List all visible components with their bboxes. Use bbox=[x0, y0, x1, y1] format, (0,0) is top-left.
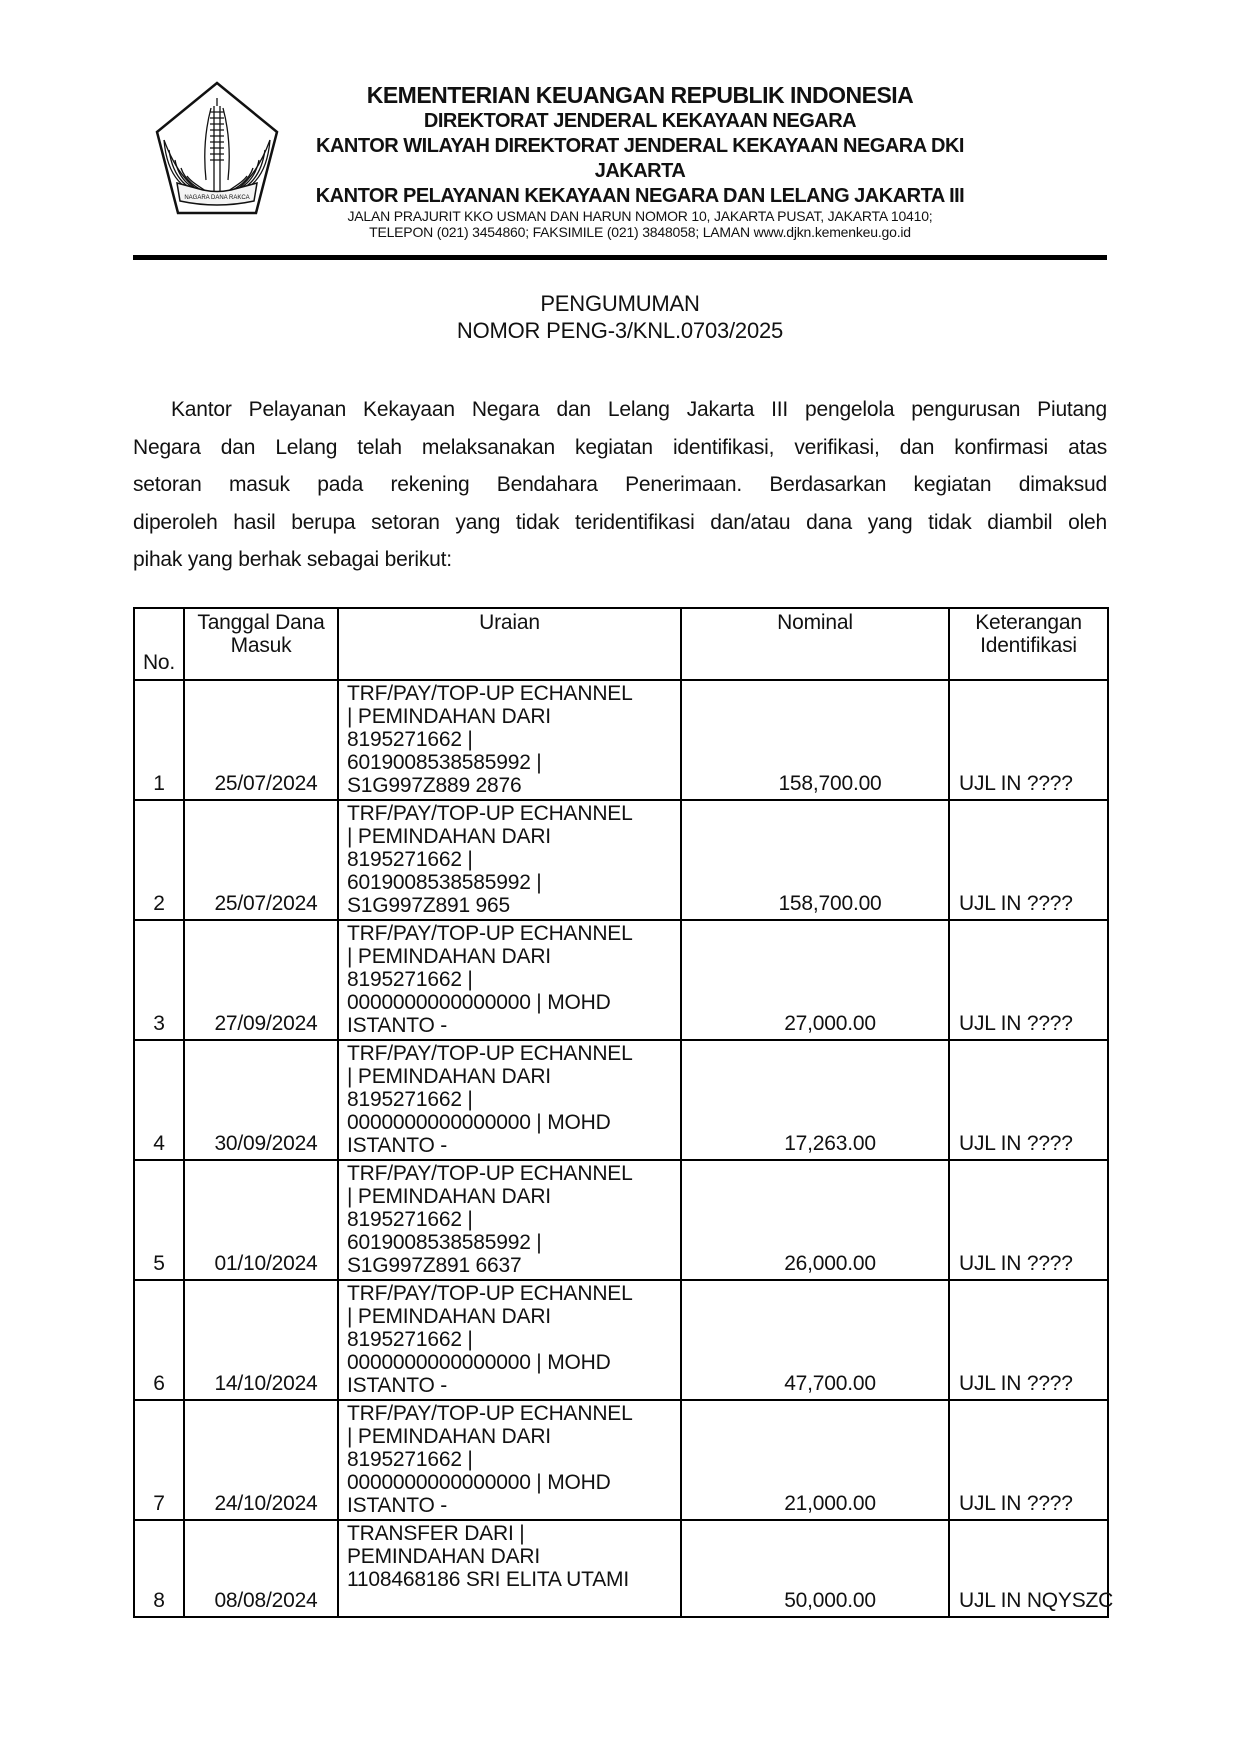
uraian-line: | PEMINDAHAN DARI bbox=[347, 1185, 551, 1208]
table-row bbox=[134, 680, 1108, 800]
intro-line: Negara dan Lelang telah melaksanakan kegiatan identifikasi, verifikasi, dan konfirmasi atas bbox=[133, 435, 1107, 459]
uraian-line: | PEMINDAHAN DARI bbox=[347, 945, 551, 968]
cell-no: 2 bbox=[134, 800, 184, 920]
cell-no: 4 bbox=[134, 1040, 184, 1160]
cell-ket: UJL IN ???? bbox=[949, 1160, 1108, 1280]
table-row bbox=[134, 920, 1108, 1040]
uraian-line: TRF/PAY/TOP-UP ECHANNEL bbox=[347, 1042, 633, 1065]
cell-nominal: 27,000.00 bbox=[681, 920, 949, 1040]
announcement-number: NOMOR PENG-3/KNL.0703/2025 bbox=[456, 318, 784, 343]
uraian-line: 0000000000000000 | MOHD bbox=[347, 1351, 611, 1374]
letterhead-rule bbox=[133, 255, 1107, 260]
cell-desc bbox=[338, 1040, 681, 1160]
cell-ket: UJL IN ???? bbox=[949, 800, 1108, 920]
uraian-line: 1108468186 SRI ELITA UTAMI bbox=[347, 1568, 629, 1591]
table-row bbox=[134, 1520, 1108, 1617]
cell-no: 8 bbox=[134, 1520, 184, 1617]
table-body bbox=[134, 680, 1114, 1617]
intro-line: diperoleh hasil berupa setoran yang tidak teridentifikasi dan/atau dana yang tidak diambil oleh bbox=[133, 510, 1107, 534]
cell-ket: UJL IN NQYSZC bbox=[949, 1520, 1108, 1617]
letterhead-line: JAKARTA bbox=[594, 160, 686, 182]
uraian-line: 8195271662 | bbox=[347, 1328, 473, 1351]
cell-no: 3 bbox=[134, 920, 184, 1040]
col-header-uraian: Uraian bbox=[338, 608, 681, 680]
cell-nominal: 158,700.00 bbox=[681, 800, 949, 920]
uraian-line: 8195271662 | bbox=[347, 1088, 473, 1111]
uraian-line: 8195271662 | bbox=[347, 1448, 473, 1471]
uraian-line: TRF/PAY/TOP-UP ECHANNEL bbox=[347, 802, 633, 825]
cell-no: 6 bbox=[134, 1280, 184, 1400]
intro-line: Kantor Pelayanan Kekayaan Negara dan Lelang Jakarta III pengelola pengurusan Piutang bbox=[171, 398, 1107, 421]
uraian-line: 0000000000000000 | MOHD bbox=[347, 1111, 611, 1134]
uraian-line: TRF/PAY/TOP-UP ECHANNEL bbox=[347, 1282, 633, 1305]
col-header-nominal: Nominal bbox=[681, 608, 949, 680]
address-line: JALAN PRAJURIT KKO USMAN DAN HARUN NOMOR 10, JAKARTA PUSAT, JAKARTA 10410; bbox=[347, 208, 933, 224]
uraian-line bbox=[347, 1591, 676, 1614]
uraian-line: S1G997Z889 2876 bbox=[347, 774, 522, 797]
uraian-line: 6019008538585992 | bbox=[347, 1231, 542, 1254]
cell-nominal: 47,700.00 bbox=[681, 1280, 949, 1400]
table-row bbox=[134, 800, 1108, 920]
identification-table bbox=[133, 607, 1114, 1618]
cell-date: 24/10/2024 bbox=[184, 1400, 338, 1520]
intro-line: setoran masuk pada rekening Bendahara Penerimaan. Berdasarkan kegiatan dimaksud bbox=[133, 473, 1107, 496]
letterhead-lines bbox=[173, 82, 1107, 209]
uraian-line: ISTANTO - bbox=[347, 1374, 448, 1397]
uraian-line: ISTANTO - bbox=[347, 1134, 448, 1157]
uraian-line: 8195271662 | bbox=[347, 848, 473, 871]
uraian-line: S1G997Z891 6637 bbox=[347, 1254, 522, 1277]
cell-no: 5 bbox=[134, 1160, 184, 1280]
cell-nominal: 26,000.00 bbox=[681, 1160, 949, 1280]
uraian-line: 8195271662 | bbox=[347, 1208, 473, 1231]
uraian-line: TRF/PAY/TOP-UP ECHANNEL bbox=[347, 922, 633, 945]
intro-line: pihak yang berhak sebagai berikut: bbox=[133, 548, 452, 571]
cell-ket: UJL IN ???? bbox=[949, 1400, 1108, 1520]
uraian-line: 0000000000000000 | MOHD bbox=[347, 1471, 611, 1494]
table-row bbox=[134, 1400, 1108, 1520]
announcement-title-block bbox=[133, 290, 1107, 344]
cell-desc bbox=[338, 1280, 681, 1400]
letterhead-line: KANTOR PELAYANAN KEKAYAAN NEGARA DAN LELANG JAKARTA III bbox=[315, 185, 965, 207]
cell-desc bbox=[338, 1520, 681, 1617]
cell-date: 08/08/2024 bbox=[184, 1520, 338, 1617]
uraian-line: PEMINDAHAN DARI bbox=[347, 1545, 541, 1568]
letterhead-line: KEMENTERIAN KEUANGAN REPUBLIK INDONESIA bbox=[366, 82, 914, 108]
uraian-line: ISTANTO - bbox=[347, 1494, 448, 1517]
col-header-keterangan: Keterangan Identifikasi bbox=[949, 608, 1108, 680]
announcement-title: PENGUMUMAN bbox=[540, 291, 700, 316]
uraian-line: 8195271662 | bbox=[347, 968, 473, 991]
cell-desc bbox=[338, 800, 681, 920]
uraian-line: TRF/PAY/TOP-UP ECHANNEL bbox=[347, 1162, 633, 1185]
cell-ket: UJL IN ???? bbox=[949, 680, 1108, 800]
cell-date: 14/10/2024 bbox=[184, 1280, 338, 1400]
uraian-line: 8195271662 | bbox=[347, 728, 473, 751]
cell-nominal: 50,000.00 bbox=[681, 1520, 949, 1617]
uraian-line: 6019008538585992 | bbox=[347, 751, 542, 774]
uraian-line: TRF/PAY/TOP-UP ECHANNEL bbox=[347, 1402, 633, 1425]
letterhead bbox=[173, 82, 1107, 240]
address-line: TELEPON (021) 3454860; FAKSIMILE (021) 3848058; LAMAN www.djkn.kemenkeu.go.id bbox=[369, 223, 911, 240]
cell-ket: UJL IN ???? bbox=[949, 920, 1108, 1040]
logo-motto: NAGARA DANA RAKCA bbox=[184, 195, 250, 201]
intro-paragraph bbox=[133, 391, 1107, 579]
cell-date: 30/09/2024 bbox=[184, 1040, 338, 1160]
letterhead-line: KANTOR WILAYAH DIREKTORAT JENDERAL KEKAYAAN NEGARA DKI bbox=[316, 135, 964, 157]
cell-ket: UJL IN ???? bbox=[949, 1040, 1108, 1160]
cell-desc bbox=[338, 920, 681, 1040]
cell-date: 25/07/2024 bbox=[184, 800, 338, 920]
uraian-line: | PEMINDAHAN DARI bbox=[347, 705, 551, 728]
cell-nominal: 21,000.00 bbox=[681, 1400, 949, 1520]
table-row bbox=[134, 1160, 1108, 1280]
table-header-row bbox=[134, 608, 1108, 680]
uraian-line: | PEMINDAHAN DARI bbox=[347, 825, 551, 848]
uraian-line: ISTANTO - bbox=[347, 1014, 448, 1037]
uraian-line: S1G997Z891 965 bbox=[347, 894, 510, 917]
uraian-line: 6019008538585992 | bbox=[347, 871, 542, 894]
letterhead-address bbox=[173, 209, 1107, 240]
cell-desc bbox=[338, 1160, 681, 1280]
col-header-no: No. bbox=[134, 608, 184, 680]
uraian-line: 0000000000000000 | MOHD bbox=[347, 991, 611, 1014]
cell-ket: UJL IN ???? bbox=[949, 1280, 1108, 1400]
cell-no: 1 bbox=[134, 680, 184, 800]
cell-date: 25/07/2024 bbox=[184, 680, 338, 800]
letterhead-line: DIREKTORAT JENDERAL KEKAYAAN NEGARA bbox=[423, 110, 857, 132]
cell-date: 01/10/2024 bbox=[184, 1160, 338, 1280]
cell-date: 27/09/2024 bbox=[184, 920, 338, 1040]
cell-desc bbox=[338, 1400, 681, 1520]
col-header-tanggal: Tanggal Dana Masuk bbox=[184, 608, 338, 680]
uraian-line: TRF/PAY/TOP-UP ECHANNEL bbox=[347, 682, 633, 705]
uraian-line: | PEMINDAHAN DARI bbox=[347, 1305, 551, 1328]
cell-no: 7 bbox=[134, 1400, 184, 1520]
cell-nominal: 17,263.00 bbox=[681, 1040, 949, 1160]
table-row bbox=[134, 1040, 1108, 1160]
uraian-line: | PEMINDAHAN DARI bbox=[347, 1065, 551, 1088]
table-row bbox=[134, 1280, 1108, 1400]
uraian-line: | PEMINDAHAN DARI bbox=[347, 1425, 551, 1448]
cell-desc bbox=[338, 680, 681, 800]
cell-nominal: 158,700.00 bbox=[681, 680, 949, 800]
uraian-line: TRANSFER DARI | bbox=[347, 1522, 525, 1545]
